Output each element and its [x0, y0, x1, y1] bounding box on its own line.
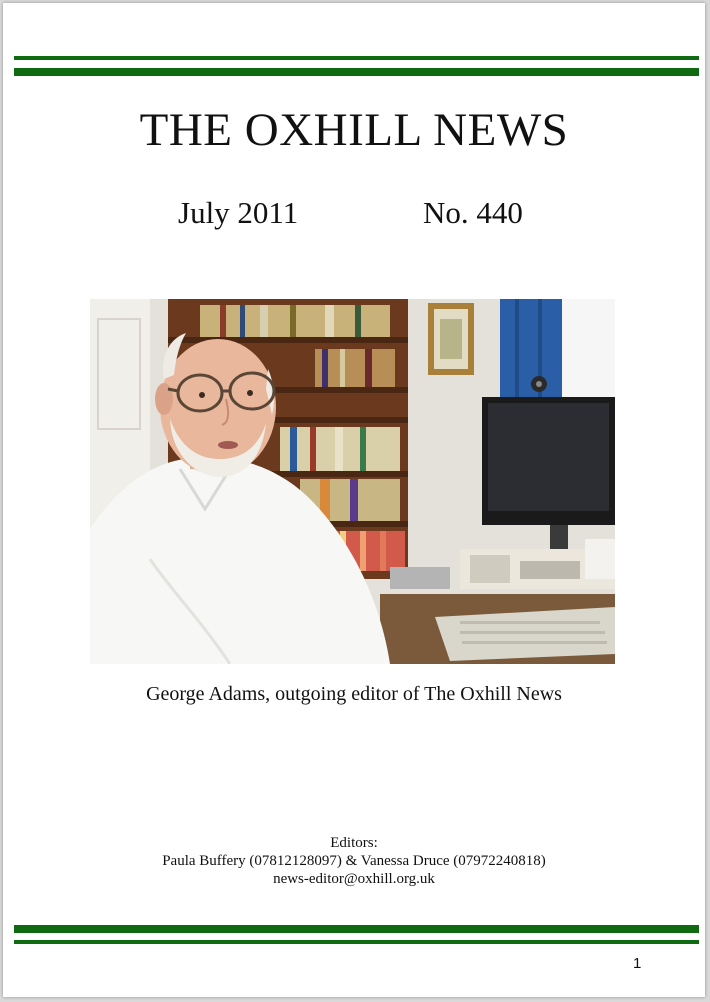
- page-number: 1: [633, 955, 642, 972]
- issue-number: No. 440: [423, 195, 523, 230]
- bottom-rule-thick: [14, 925, 699, 933]
- photo-caption: George Adams, outgoing editor of The Oxhill News: [146, 683, 562, 705]
- top-rule-thin: [14, 56, 699, 60]
- editors-heading: Editors:: [330, 835, 378, 851]
- document-page: [3, 3, 705, 997]
- editors-block: [3, 834, 705, 888]
- bottom-rule-thin: [14, 940, 699, 944]
- issue-date: July 2011: [178, 195, 299, 230]
- editors-email: news-editor@oxhill.org.uk: [273, 871, 435, 887]
- editors-names: Paula Buffery (07812128097) & Vanessa Druce (07972240818): [162, 853, 546, 869]
- top-rule-thick: [14, 68, 699, 76]
- newsletter-title: THE OXHILL NEWS: [139, 104, 569, 156]
- editor-photo: [90, 299, 615, 664]
